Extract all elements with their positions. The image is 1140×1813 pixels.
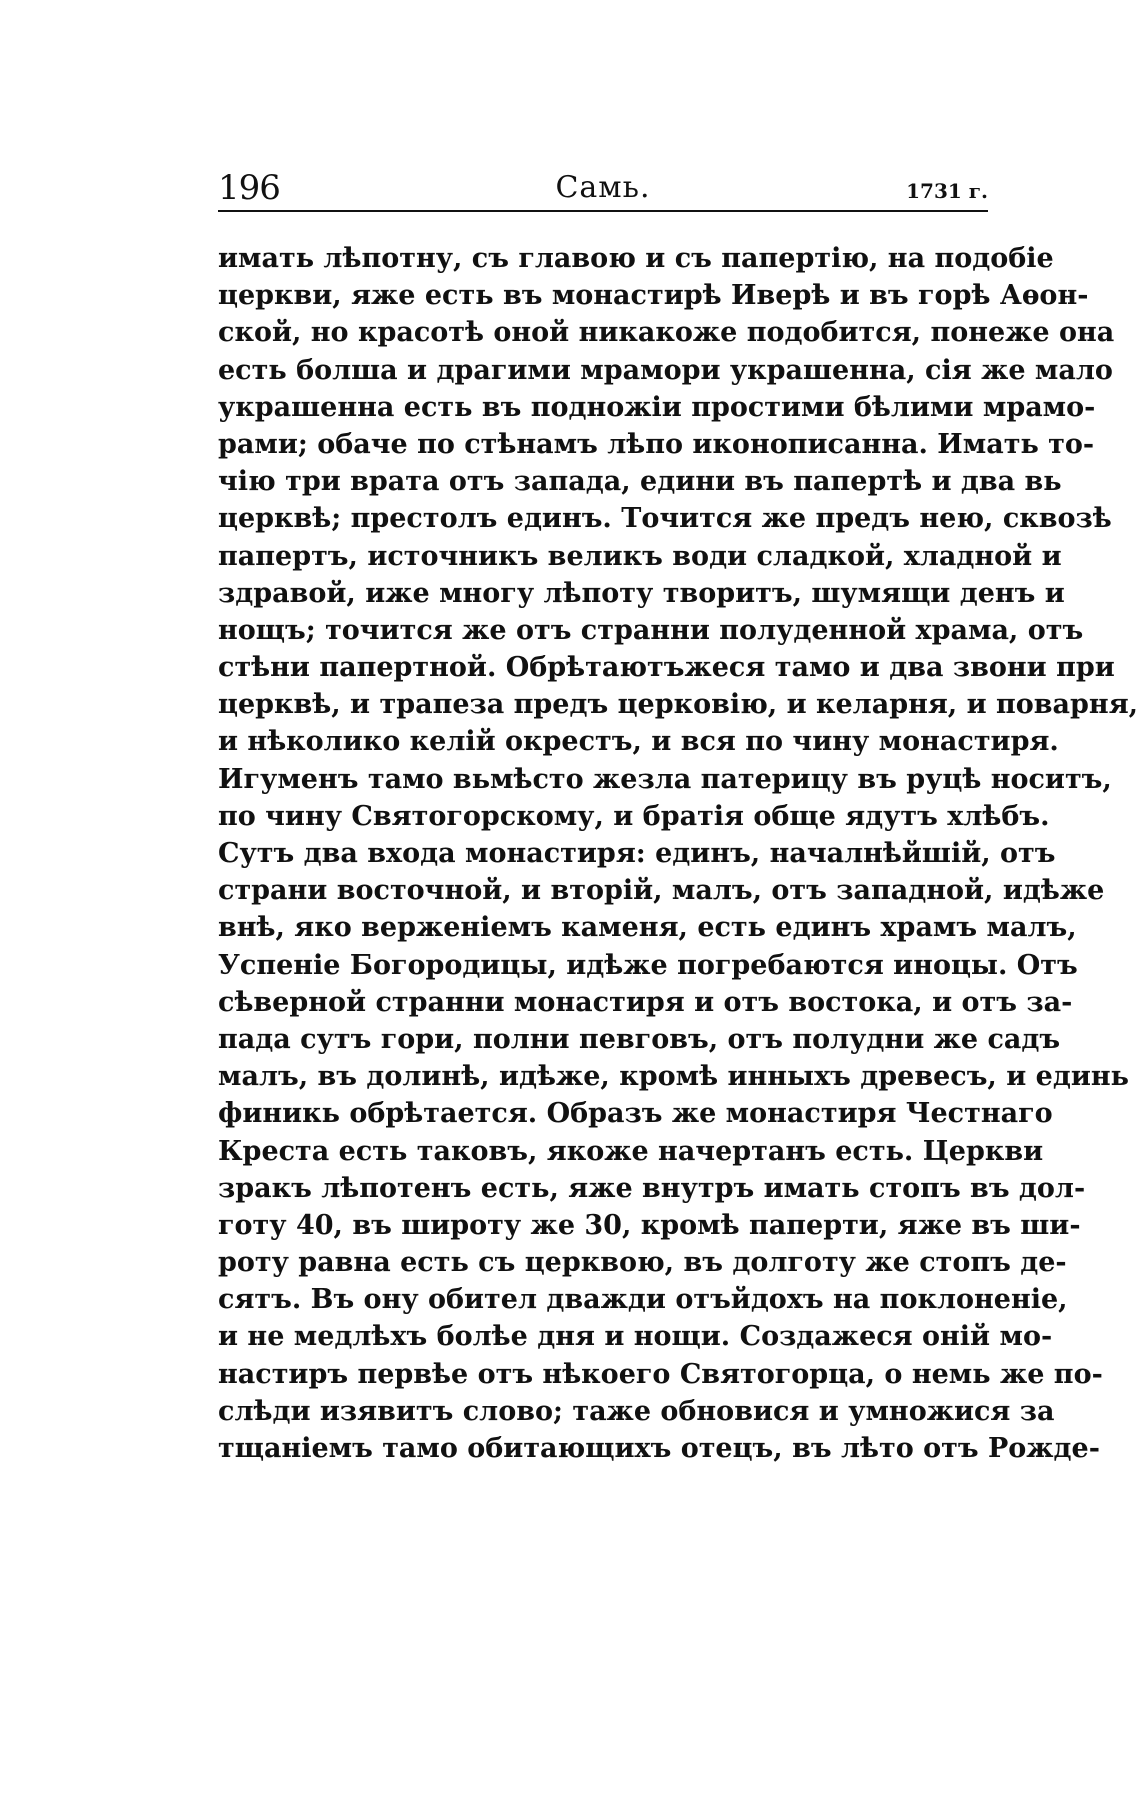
text-line: стѣни папертной. Обрѣтаютъжеся тамо и два звони при <box>218 652 1115 684</box>
text-line: папертъ, источникъ великъ води сладкой, хладной и <box>218 540 1062 572</box>
text-line: имать лѣпотну, съ главою и съ папертію, на подобіе <box>218 243 1054 274</box>
body-text <box>218 240 1139 1467</box>
text-line: церквѣ, и трапеза предъ церковію, и келарня, и поварня, <box>218 689 1139 721</box>
text-line: и нѣколико келій окрестъ, и вся по чину монастиря. <box>218 726 1059 758</box>
text-line: Игуменъ тамо вьмѣсто жезла патерицу въ руцѣ носитъ, <box>218 763 1112 795</box>
text-line: Успеніе Богородицы, идѣже погребаются иноцы. Отъ <box>218 949 1078 981</box>
text-line: внѣ, яко верженіемъ каменя, есть единъ храмъ малъ, <box>218 912 1077 944</box>
text-line: Сутъ два входа монастиря: единъ, началнѣйшій, отъ <box>218 838 1056 869</box>
text-line: пада сутъ гори, полни певговъ, отъ полудни же садъ <box>218 1023 1061 1055</box>
text-line: малъ, въ долинѣ, идѣже, кромѣ инныхъ древесъ, и единь <box>218 1061 1129 1093</box>
text-line: сѣверной странни монастиря и отъ востока, и отъ за- <box>218 986 1073 1018</box>
text-line: рами; обаче по стѣнамъ лѣпо иконописанна. Имать то- <box>218 428 1095 460</box>
text-line: церквѣ; престолъ единъ. Точится же предъ нею, сквозѣ <box>218 503 1112 535</box>
text-line: готу 40, въ широту же 30, кромѣ паперти, яже въ ши- <box>218 1209 1081 1241</box>
page-header <box>218 168 988 208</box>
year-label: 1731 г. <box>906 179 988 203</box>
text-line: ской, но красотѣ оной никакоже подобится, понеже она <box>218 317 1115 349</box>
text-line: роту равна есть съ церквою, въ долготу же стопъ де- <box>218 1247 1067 1279</box>
text-line: тщаніемъ тамо обитающихъ отецъ, въ лѣто отъ Рожде- <box>218 1433 1100 1464</box>
text-line: украшенна есть въ подножіи простими бѣлими мрамо- <box>218 391 1096 423</box>
running-title: Самь. <box>555 170 651 205</box>
text-line: есть болша и драгими мрамори украшенна, сія же мало <box>218 354 1113 386</box>
text-line: финикь обрѣтается. Образъ же монастиря Честнаго <box>218 1098 1053 1130</box>
page-number: 196 <box>218 168 280 208</box>
text-line: чію три врата отъ запада, едини въ папертѣ и два вь <box>218 466 1062 498</box>
text-line: настиръ первѣе отъ нѣкоего Святогорца, о немь же по- <box>218 1358 1103 1390</box>
text-line: здравой, иже многу лѣпоту творитъ, шумящи денъ и <box>218 577 1065 609</box>
text-line: нощъ; точится же отъ странни полуденной храма, отъ <box>218 614 1084 646</box>
text-line: по чину Святогорскому, и братія обще ядутъ хлѣбъ. <box>218 800 1050 832</box>
text-line: сятъ. Въ ону обител дважди отъйдохъ на поклоненіе, <box>218 1284 1068 1316</box>
text-line: зракъ лѣпотенъ есть, яже внутръ имать стопъ въ дол- <box>218 1172 1086 1204</box>
header-rule <box>218 210 988 212</box>
text-line: слѣди изявитъ слово; таже обновися и умножися за <box>218 1395 1055 1427</box>
text-line: Креста есть таковъ, якоже начертанъ есть. Церкви <box>218 1135 1044 1167</box>
text-line: церкви, яже есть въ монастирѣ Иверѣ и въ горѣ Аѳон- <box>218 280 1089 312</box>
text-line: и не медлѣхъ болѣе дня и нощи. Создажеся оній мо- <box>218 1321 1053 1353</box>
text-line: страни восточной, и вторій, малъ, отъ западной, идѣже <box>218 875 1105 907</box>
